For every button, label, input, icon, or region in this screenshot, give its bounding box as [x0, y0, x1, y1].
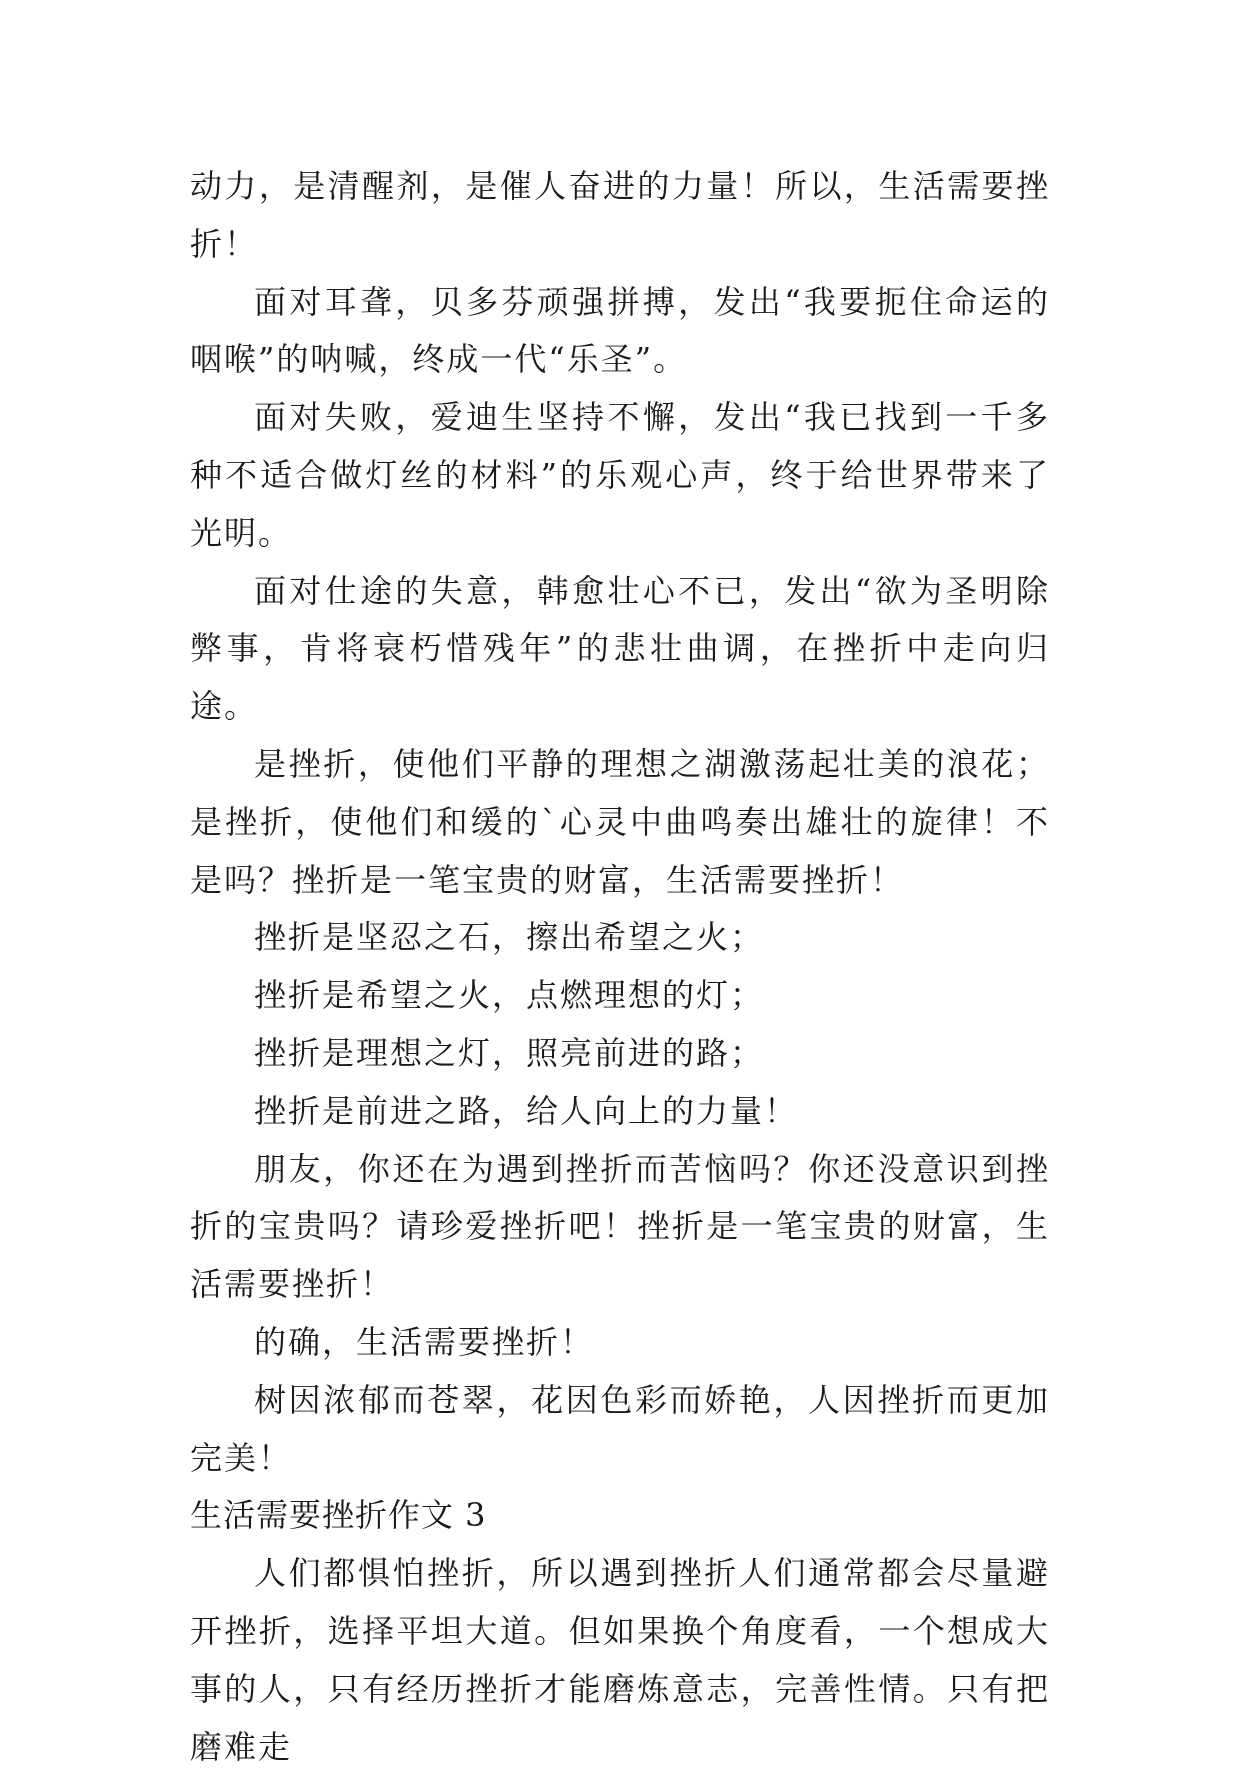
paragraph-indeed: 的确，生活需要挫折！ — [254, 1322, 595, 1361]
document-body — [190, 158, 1050, 1776]
paragraph-continuation: 动力，是清醒剂，是催人奋进的力量！所以，生活需要挫折！ — [190, 167, 1050, 263]
paragraph-fear: 人们都惧怕挫折，所以遇到挫折人们通常都会尽量避开挫折，选择平坦大道。但如果换个角度看，一个想成大事的人，只有经历挫折才能磨炼意志，完善性情。只有把磨难走 — [190, 1554, 1050, 1766]
paragraph-beethoven: 面对耳聋，贝多芬顽强拼搏，发出“我要扼住命运的咽喉”的呐喊，终成一代“乐圣”。 — [190, 282, 1050, 379]
paragraph-tree: 树因浓郁而苍翠，花因色彩而娇艳，人因挫折而更加完美！ — [190, 1380, 1050, 1477]
paragraph-fire: 挫折是希望之火，点燃理想的灯； — [254, 976, 765, 1015]
paragraph-stone: 挫折是坚忍之石，擦出希望之火； — [254, 918, 765, 957]
paragraph-edison: 面对失败，爱迪生坚持不懈，发出“我已找到一千多种不适合做灯丝的材料”的乐观心声，终于给世界带来了光明。 — [190, 398, 1050, 552]
paragraph-han-yu: 面对仕途的失意，韩愈壮心不已，发出“欲为圣明除弊事，肯将衰朽惜残年”的悲壮曲调，在挫折中走向归途。 — [190, 571, 1050, 726]
paragraph-road: 挫折是前进之路，给人向上的力量！ — [254, 1091, 799, 1130]
paragraph-lamp: 挫折是理想之灯，照亮前进的路； — [254, 1033, 765, 1072]
paragraph-friend: 朋友，你还在为遇到挫折而苦恼吗？你还没意识到挫折的宝贵吗？请珍爱挫折吧！挫折是一笔宝贵的财富，生活需要挫折！ — [190, 1149, 1050, 1304]
essay-heading: 生活需要挫折作文 3 — [190, 1496, 487, 1535]
paragraph-summary: 是挫折，使他们平静的理想之湖激荡起壮美的浪花；是挫折，使他们和缓的`心灵中曲鸣奏出雄壮的旋律！不是吗？挫折是一笔宝贵的财富，生活需要挫折！ — [190, 744, 1050, 899]
